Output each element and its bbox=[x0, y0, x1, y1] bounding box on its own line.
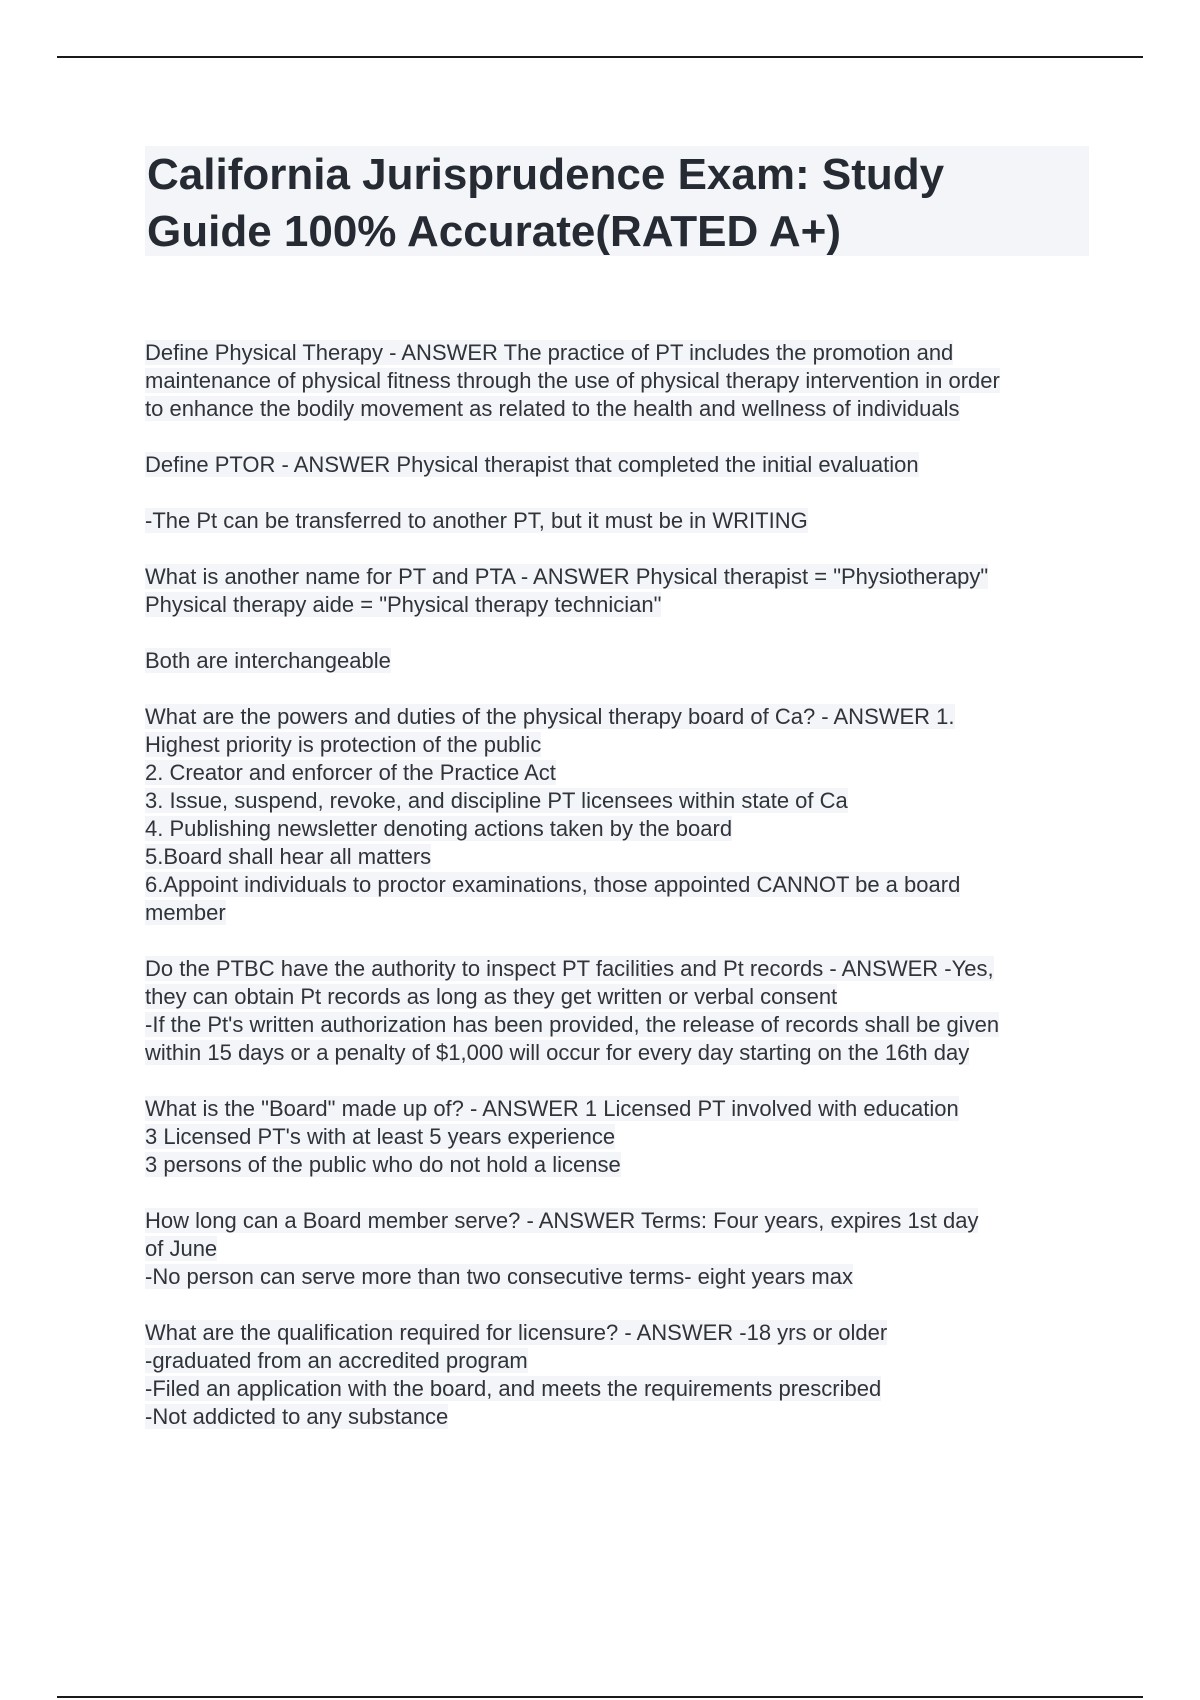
qa-line-text: Physical therapy aide = "Physical therapy technician" bbox=[145, 592, 662, 617]
qa-line bbox=[145, 899, 1095, 927]
qa-line bbox=[145, 1403, 1095, 1431]
qa-line bbox=[145, 843, 1095, 871]
bottom-rule bbox=[57, 1696, 1143, 1698]
qa-line bbox=[145, 563, 1095, 591]
qa-line bbox=[145, 1151, 1095, 1179]
qa-line-text: Define Physical Therapy - ANSWER The practice of PT includes the promotion and bbox=[145, 340, 954, 365]
title-line-2: Guide 100% Accurate(RATED A+) bbox=[147, 207, 841, 256]
qa-section bbox=[145, 1207, 1095, 1291]
qa-line bbox=[145, 395, 1095, 423]
qa-line bbox=[145, 871, 1095, 899]
qa-line bbox=[145, 815, 1095, 843]
qa-line-text: How long can a Board member serve? - ANSWER Terms: Four years, expires 1st day bbox=[145, 1208, 979, 1233]
qa-line bbox=[145, 591, 1095, 619]
qa-line bbox=[145, 1347, 1095, 1375]
qa-section bbox=[145, 451, 1095, 479]
qa-line bbox=[145, 787, 1095, 815]
qa-line bbox=[145, 1375, 1095, 1403]
qa-line-text: to enhance the bodily movement as related to the health and wellness of individuals bbox=[145, 396, 960, 421]
qa-line bbox=[145, 1207, 1095, 1235]
qa-line-text: 3 Licensed PT's with at least 5 years experience bbox=[145, 1124, 616, 1149]
qa-line-text: -Not addicted to any substance bbox=[145, 1404, 449, 1429]
qa-line bbox=[145, 367, 1095, 395]
qa-line-text: -The Pt can be transferred to another PT, but it must be in WRITING bbox=[145, 508, 808, 533]
qa-line bbox=[145, 1235, 1095, 1263]
qa-line-text: within 15 days or a penalty of $1,000 will occur for every day starting on the 16th day bbox=[145, 1040, 970, 1065]
qa-section bbox=[145, 703, 1095, 927]
qa-line bbox=[145, 731, 1095, 759]
qa-line bbox=[145, 703, 1095, 731]
qa-line-text: of June bbox=[145, 1236, 218, 1261]
qa-line bbox=[145, 759, 1095, 787]
qa-line-text: 3. Issue, suspend, revoke, and discipline PT licensees within state of Ca bbox=[145, 788, 848, 813]
title-block bbox=[145, 146, 1089, 256]
qa-line-text: Both are interchangeable bbox=[145, 648, 391, 673]
qa-line bbox=[145, 1263, 1095, 1291]
qa-line-text: Define PTOR - ANSWER Physical therapist that completed the initial evaluation bbox=[145, 452, 919, 477]
qa-section bbox=[145, 1319, 1095, 1431]
qa-line-text: 3 persons of the public who do not hold a license bbox=[145, 1152, 621, 1177]
qa-line-text: What is the "Board" made up of? - ANSWER 1 Licensed PT involved with education bbox=[145, 1096, 959, 1121]
qa-line bbox=[145, 983, 1095, 1011]
qa-line bbox=[145, 647, 1095, 675]
qa-line-text: 5.Board shall hear all matters bbox=[145, 844, 432, 869]
qa-line-text: -graduated from an accredited program bbox=[145, 1348, 528, 1373]
qa-line-text: member bbox=[145, 900, 226, 925]
qa-line bbox=[145, 1319, 1095, 1347]
qa-line-text: -Filed an application with the board, and meets the requirements prescribed bbox=[145, 1376, 882, 1401]
qa-line-text: What are the powers and duties of the physical therapy board of Ca? - ANSWER 1. bbox=[145, 704, 955, 729]
qa-line-text: 6.Appoint individuals to proctor examinations, those appointed CANNOT be a board bbox=[145, 872, 961, 897]
qa-section bbox=[145, 339, 1095, 423]
qa-line bbox=[145, 1039, 1095, 1067]
qa-line bbox=[145, 1011, 1095, 1039]
qa-line bbox=[145, 955, 1095, 983]
qa-line bbox=[145, 1123, 1095, 1151]
qa-line-text: What are the qualification required for licensure? - ANSWER -18 yrs or older bbox=[145, 1320, 888, 1345]
qa-line bbox=[145, 451, 1095, 479]
qa-line-text: What is another name for PT and PTA - ANSWER Physical therapist = "Physiotherapy" bbox=[145, 564, 989, 589]
qa-section bbox=[145, 955, 1095, 1067]
qa-line bbox=[145, 1095, 1095, 1123]
qa-line-text: -No person can serve more than two consecutive terms- eight years max bbox=[145, 1264, 853, 1289]
qa-section bbox=[145, 647, 1095, 675]
qa-line-text: they can obtain Pt records as long as they get written or verbal consent bbox=[145, 984, 838, 1009]
qa-section bbox=[145, 1095, 1095, 1179]
qa-section bbox=[145, 563, 1095, 619]
qa-line-text: maintenance of physical fitness through the use of physical therapy intervention in order bbox=[145, 368, 1000, 393]
qa-line bbox=[145, 507, 1095, 535]
qa-line-text: -If the Pt's written authorization has been provided, the release of records shall be given bbox=[145, 1012, 1000, 1037]
qa-line-text: 4. Publishing newsletter denoting actions taken by the board bbox=[145, 816, 733, 841]
qa-section bbox=[145, 507, 1095, 535]
qa-line-text: Do the PTBC have the authority to inspect PT facilities and Pt records - ANSWER -Yes, bbox=[145, 956, 994, 981]
qa-line bbox=[145, 339, 1095, 367]
top-rule bbox=[57, 56, 1143, 58]
qa-line-text: 2. Creator and enforcer of the Practice Act bbox=[145, 760, 556, 785]
page-title bbox=[145, 146, 1089, 260]
qa-line-text: Highest priority is protection of the public bbox=[145, 732, 542, 757]
qa-content bbox=[145, 339, 1095, 1459]
title-line-1: California Jurisprudence Exam: Study bbox=[147, 150, 945, 199]
